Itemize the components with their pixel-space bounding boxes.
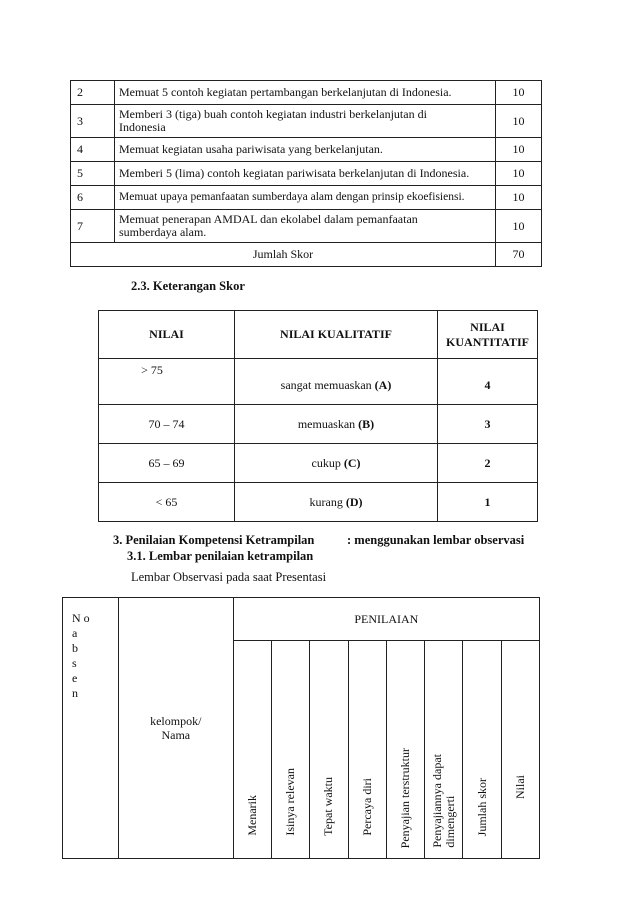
- nilai-range: 70 – 74: [99, 405, 235, 444]
- criteria-score: 10: [496, 210, 542, 243]
- nilai-range: > 75: [99, 359, 235, 405]
- nilai-row: [99, 444, 538, 483]
- kualitatif-text: sangat memuaskan: [280, 377, 375, 392]
- criteria-row: [71, 162, 542, 186]
- nilai-kualitatif: [235, 483, 438, 522]
- criterion-jumlah-skor: Jumlah skor: [463, 641, 501, 859]
- nilai-kuantitatif: 1: [438, 483, 538, 522]
- nilai-table: [98, 310, 538, 522]
- criteria-score: 10: [496, 138, 542, 162]
- criteria-no: 4: [71, 138, 115, 162]
- nilai-row: [99, 359, 538, 405]
- nilai-header-row: [99, 311, 538, 359]
- kelompok-header: kelompok/ Nama: [118, 598, 233, 859]
- criteria-no: 5: [71, 162, 115, 186]
- section-3-heading: 3. Penilaian Kompetensi Ketrampilan: [113, 533, 315, 547]
- criteria-text: Memuat penerapan AMDAL dan ekolabel dalam pemanfaatan sumberdaya alam.: [115, 210, 496, 243]
- criteria-no: 7: [71, 210, 115, 243]
- kualitatif-text: cukup: [311, 455, 344, 470]
- criteria-no: 2: [71, 81, 115, 105]
- nilai-kualitatif: [235, 359, 438, 405]
- nilai-range: < 65: [99, 483, 235, 522]
- nilai-kuantitatif: 2: [438, 444, 538, 483]
- criteria-row: [71, 105, 542, 138]
- criterion-tepat-waktu: Tepat waktu: [310, 641, 348, 859]
- criteria-text: Memberi 3 (tiga) buah contoh kegiatan industri berkelanjutan di Indonesia: [115, 105, 496, 138]
- kualitatif-text: memuaskan: [297, 416, 359, 431]
- nilai-header: NILAI: [99, 311, 235, 359]
- grade: (B): [358, 416, 375, 431]
- criterion-isinya-relevan: Isinya relevan: [271, 641, 309, 859]
- criterion-penyajian-dapat-dimengerti: Penyajiannya dapat dimengerti: [425, 641, 463, 859]
- criteria-score: 10: [496, 81, 542, 105]
- section-2-3-heading: 2.3. Keterangan Skor: [131, 279, 245, 293]
- criteria-score: 10: [496, 186, 542, 210]
- nilai-kuantitatif: 4: [438, 359, 538, 405]
- kualitatif-header: NILAI KUALITATIF: [235, 311, 438, 359]
- criteria-no: 3: [71, 105, 115, 138]
- nilai-row: [99, 405, 538, 444]
- criteria-row: [71, 81, 542, 105]
- criteria-table: [70, 80, 542, 267]
- criteria-text: Memuat kegiatan usaha pariwisata yang berkelanjutan.: [115, 138, 496, 162]
- criteria-row: [71, 138, 542, 162]
- criterion-percaya-diri: Percaya diri: [348, 641, 386, 859]
- grade: (C): [343, 455, 361, 470]
- observation-header-row: [63, 598, 540, 641]
- total-label: Jumlah Skor: [71, 243, 496, 267]
- total-value: 70: [496, 243, 542, 267]
- criterion-penyajian-terstruktur: Penyajian terstruktur: [386, 641, 424, 859]
- nilai-kualitatif: [235, 405, 438, 444]
- criteria-text: Memuat 5 contoh kegiatan pertambangan berkelanjutan di Indonesia.: [115, 81, 496, 105]
- criteria-score: 10: [496, 105, 542, 138]
- observation-table: [62, 597, 540, 859]
- no-absen-header: N o a b s e n: [63, 598, 119, 859]
- criteria-text: Memberi 5 (lima) contoh kegiatan pariwisata berkelanjutan di Indonesia.: [115, 162, 496, 186]
- kuantitatif-header: NILAI KUANTITATIF: [438, 311, 538, 359]
- nilai-range: 65 – 69: [99, 444, 235, 483]
- criteria-score: 10: [496, 162, 542, 186]
- grade: (D): [345, 494, 363, 509]
- kualitatif-text: kurang: [309, 494, 346, 509]
- nilai-row: [99, 483, 538, 522]
- grade: (A): [374, 377, 392, 392]
- total-row: [71, 243, 542, 267]
- section-3-note: : menggunakan lembar observasi: [347, 533, 525, 547]
- criteria-row: [71, 210, 542, 243]
- nilai-kualitatif: [235, 444, 438, 483]
- criterion-menarik: Menarik: [233, 641, 271, 859]
- criterion-nilai: Nilai: [501, 641, 539, 859]
- penilaian-header: PENILAIAN: [233, 598, 539, 641]
- criteria-row: [71, 186, 542, 210]
- section-3-1-heading: 3.1. Lembar penilaian ketrampilan: [127, 549, 314, 563]
- nilai-kuantitatif: 3: [438, 405, 538, 444]
- criteria-text: Memuat upaya pemanfaatan sumberdaya alam dengan prinsip ekoefisiensi.: [115, 186, 496, 210]
- criteria-no: 6: [71, 186, 115, 210]
- observation-caption: Lembar Observasi pada saat Presentasi: [131, 570, 327, 584]
